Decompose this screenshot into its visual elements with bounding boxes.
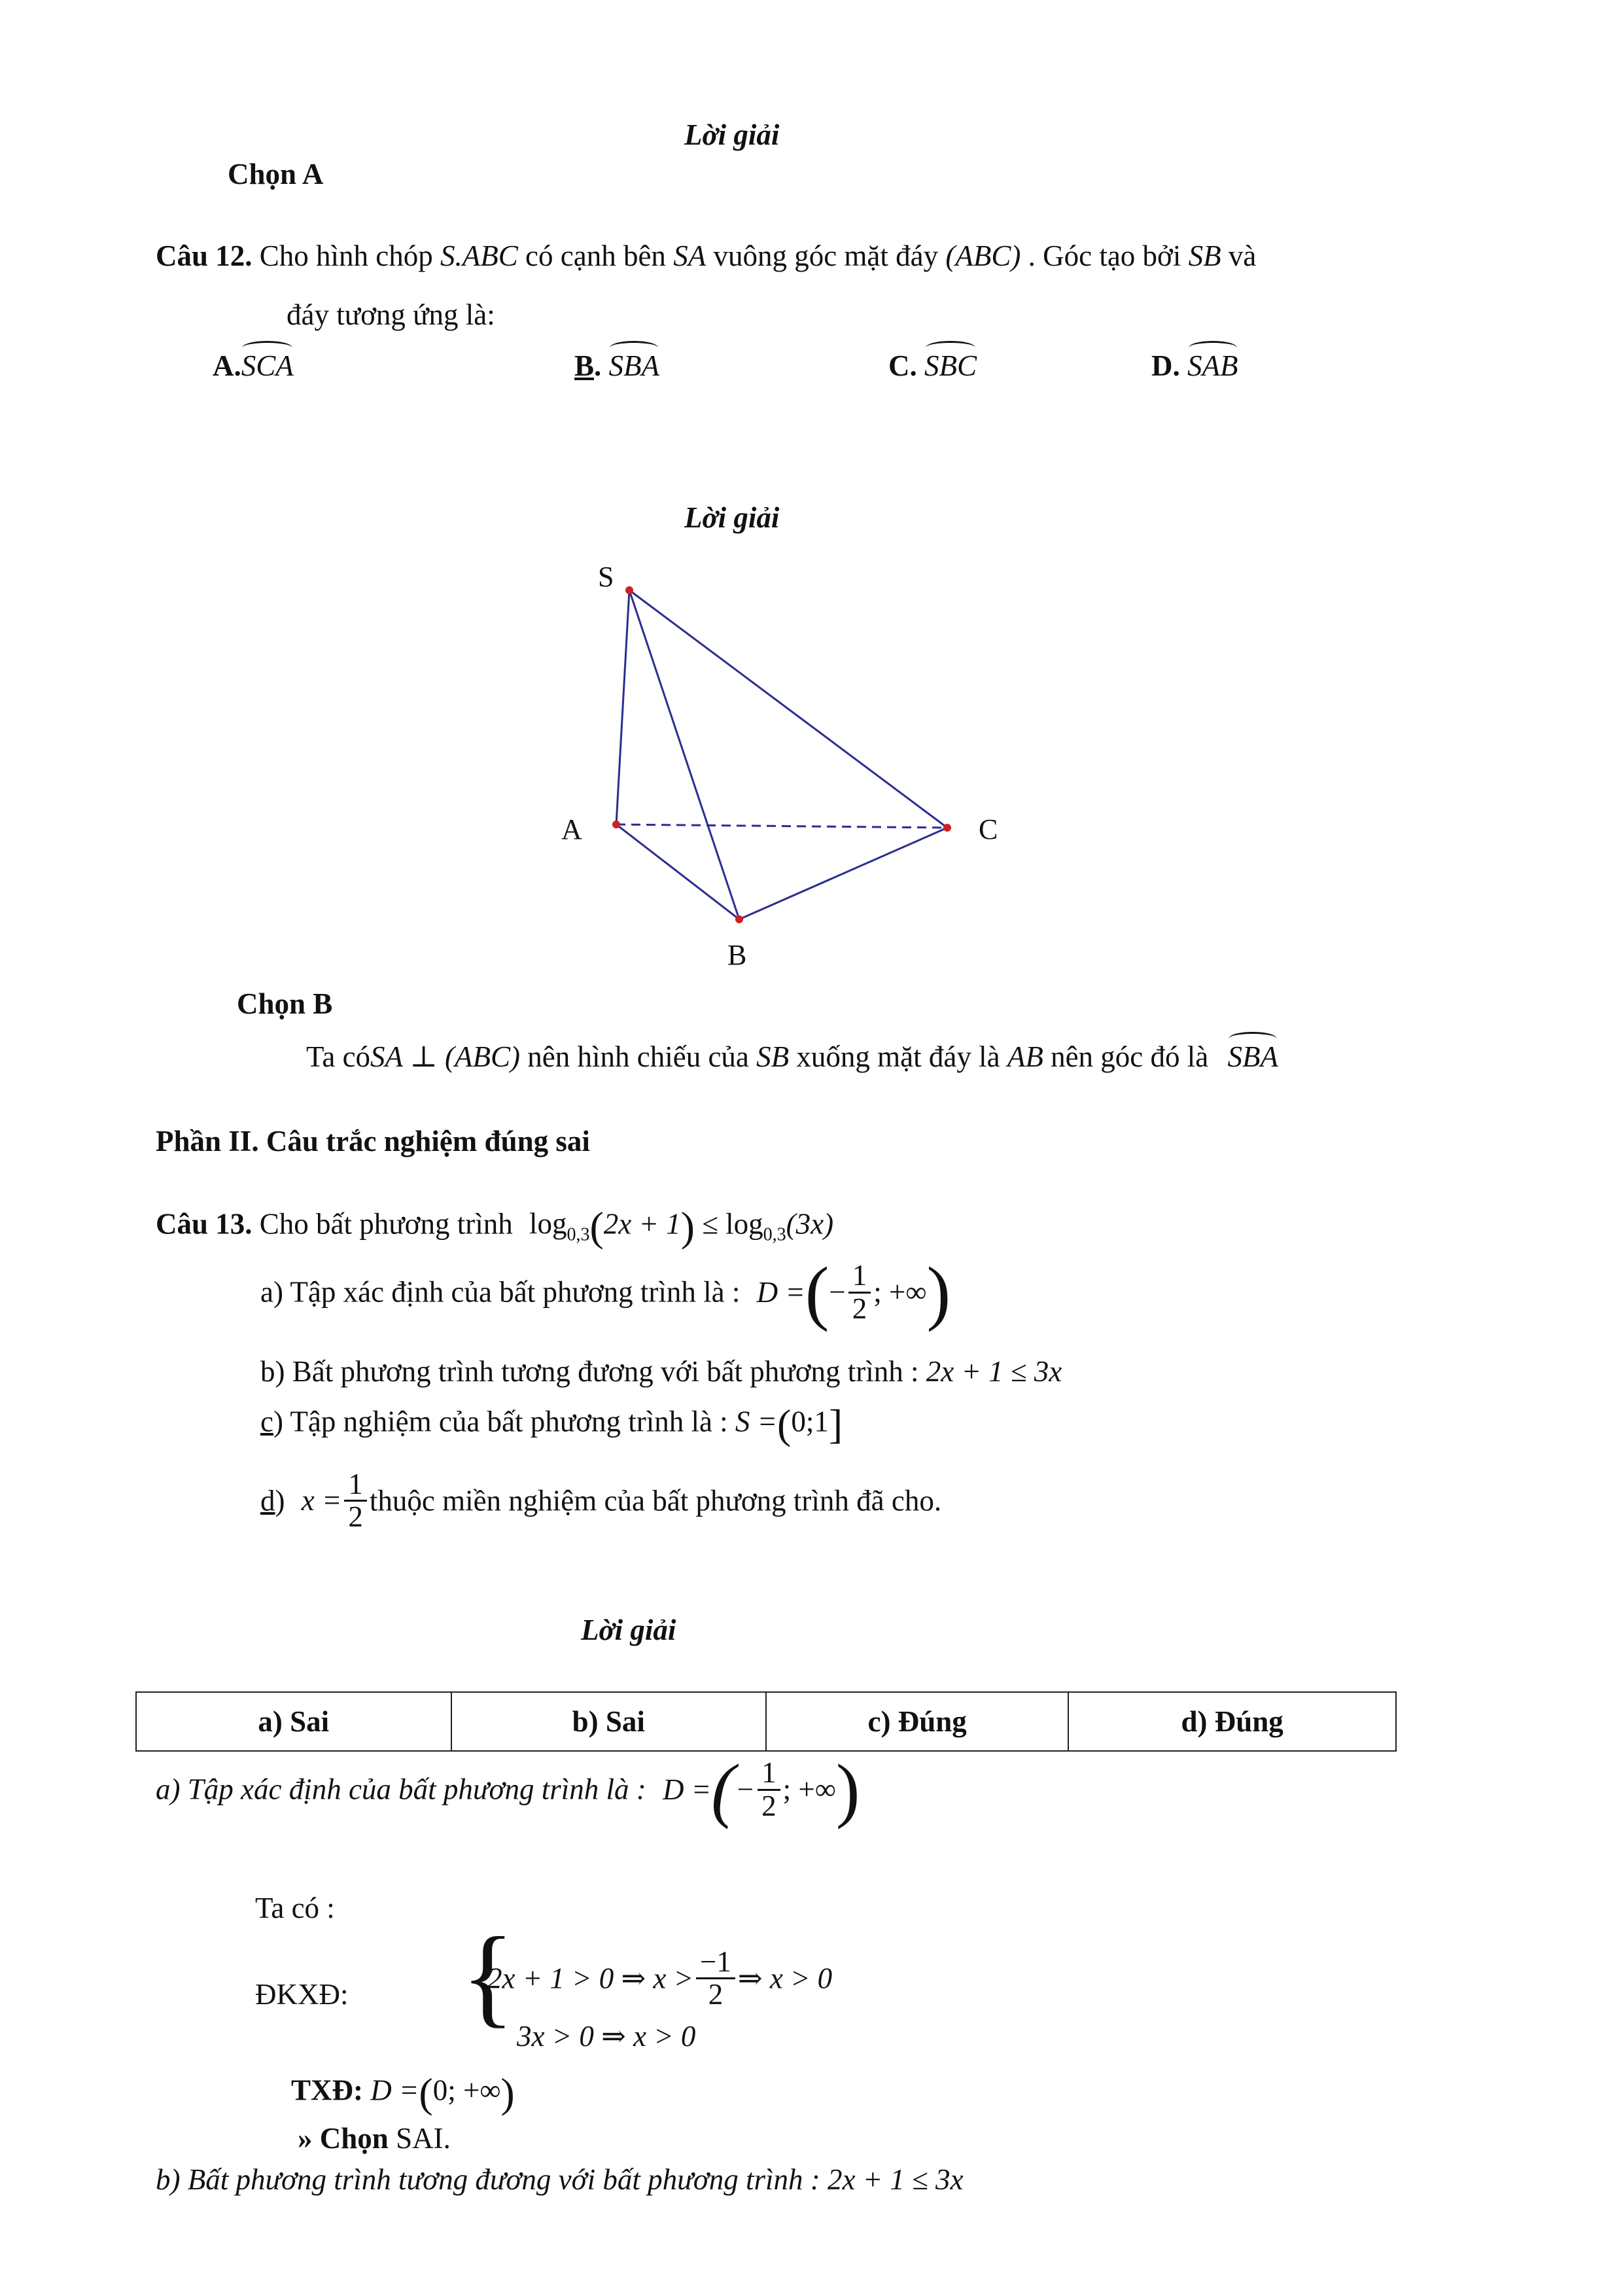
math-leq: ≤ — [702, 1207, 718, 1241]
option-c — [888, 349, 977, 383]
option-key: B — [574, 349, 595, 382]
expl-math: SA ⊥ (ABC) — [370, 1040, 521, 1073]
statement-text: ) Tập nghiệm của bất phương trình là : — [273, 1405, 728, 1438]
conclusion-bold: Chọn — [319, 2122, 389, 2155]
part-2-heading: Phần II. Câu trắc nghiệm đúng sai — [156, 1125, 590, 1157]
frac-den: 2 — [852, 1292, 867, 1325]
option-dot: . — [1172, 349, 1180, 382]
conclusion-text: SAI. — [388, 2122, 451, 2155]
txd-line: TXĐ: D =(0; +∞) — [291, 2070, 515, 2116]
math-x: x = — [301, 1484, 342, 1517]
pyramid-figure — [536, 550, 1060, 995]
expl-text: xuống mặt đáy là — [796, 1040, 1000, 1073]
txd-label: TXĐ: — [291, 2074, 363, 2107]
math-minus: − — [829, 1275, 846, 1309]
answer-table — [135, 1691, 1397, 1752]
frac-num: 1 — [758, 1757, 780, 1790]
point-c — [943, 824, 951, 832]
solution-heading-12: Lời giải — [684, 501, 780, 534]
statement-c: c) Tập nghiệm của bất phương trình là : S =(0;1] — [260, 1401, 843, 1447]
statement-a: a) Tập xác định của bất phương trình là : D =(− $\frac{1}{2}$ ; +∞) — [260, 1252, 951, 1332]
conclusion-a — [298, 2121, 451, 2155]
option-dot: . — [594, 349, 602, 382]
frac-den: 2 — [708, 1978, 724, 2011]
ta-co: Ta có : — [255, 1892, 335, 1924]
statement-key: c — [260, 1405, 273, 1438]
solution-a: a) Tập xác định của bất phương trình là : D =(− $\frac{1}{2}$ ; +∞) — [156, 1750, 860, 1829]
solution-math: 2x + 1 ≤ 3x — [827, 2163, 964, 2196]
label-b: B — [727, 939, 747, 971]
choose-answer-11: Chọn A — [228, 158, 324, 190]
expl-text: nên hình chiếu của — [527, 1040, 749, 1073]
question-text: và — [1228, 239, 1257, 272]
point-a — [612, 821, 620, 828]
expl-text: Ta có — [306, 1040, 371, 1073]
answer-cell: b) Sai — [451, 1692, 767, 1751]
point-b — [735, 915, 743, 923]
solution-heading-13: Lời giải — [581, 1614, 676, 1646]
edge-sa — [616, 590, 629, 824]
table-row — [136, 1692, 1396, 1751]
solution-text: a) Tập xác định của bất phương trình là : — [156, 1773, 646, 1806]
frac-num: −1 — [696, 1947, 735, 1979]
frac-den: 2 — [761, 1789, 777, 1822]
statement-paren: ) — [275, 1484, 285, 1517]
math-line: SB — [1188, 239, 1221, 272]
question-text: vuông góc mặt đáy — [713, 239, 939, 272]
math-edge: SA — [673, 239, 707, 272]
option-b — [574, 349, 659, 383]
option-angle: SBC — [924, 349, 977, 382]
option-angle: SAB — [1187, 349, 1238, 382]
option-a — [213, 349, 294, 383]
question-text: Cho bất phương trình — [259, 1207, 513, 1241]
choose-answer-12: Chọn B — [237, 987, 333, 1020]
solution-heading-11: Lời giải — [684, 118, 780, 151]
question-text: Cho hình chóp — [259, 239, 433, 272]
question-label: Câu 12. — [156, 239, 253, 272]
question-label: Câu 13. — [156, 1207, 253, 1241]
system-line-2: 3x > 0 ⇒ x > 0 — [517, 2020, 696, 2053]
option-angle: SCA — [241, 349, 294, 382]
expl-angle: SBA — [1227, 1040, 1278, 1073]
statement-d — [260, 1469, 941, 1533]
system-line-1 — [487, 1947, 832, 2011]
edge-sb — [629, 590, 739, 919]
statement-text: thuộc miền nghiệm của bất phương trình đã cho. — [369, 1484, 942, 1517]
expl-math: AB — [1007, 1040, 1043, 1073]
system-math: ⇒ x > 0 — [737, 1962, 833, 1995]
system-math: 2x + 1 > 0 ⇒ x > — [487, 1962, 693, 1995]
math-interval: 0;1 — [791, 1405, 829, 1438]
math-S: S = — [735, 1405, 778, 1438]
frac-num: 1 — [848, 1260, 871, 1293]
system-brace: { — [461, 1915, 515, 2038]
math-minus: − — [735, 1773, 756, 1806]
option-key: A. — [213, 349, 241, 382]
math-pyramid: S.ABC — [440, 239, 518, 272]
answer-cell: c) Đúng — [766, 1692, 1068, 1751]
option-angle: SBA — [608, 349, 659, 382]
answer-cell: d) Đúng — [1068, 1692, 1396, 1751]
math-log: log — [725, 1207, 763, 1241]
edge-ac-hidden — [616, 824, 947, 828]
label-s: S — [598, 561, 614, 593]
option-d — [1151, 349, 1238, 383]
question-12-line1 — [156, 239, 1256, 273]
statement-b — [260, 1354, 1062, 1388]
math-D: D = — [663, 1773, 712, 1806]
solution-b — [156, 2163, 964, 2197]
label-c: C — [979, 813, 998, 845]
point-s — [625, 586, 633, 594]
math-D: D = — [756, 1275, 805, 1309]
edge-sc — [629, 590, 947, 828]
expl-text: nên góc đó là — [1051, 1040, 1209, 1073]
math-arg2: (3x) — [786, 1207, 834, 1241]
edge-bc — [739, 828, 947, 919]
frac-num: 1 — [344, 1469, 367, 1502]
math-base: 0,3 — [763, 1224, 786, 1245]
math-D: D = — [370, 2074, 419, 2107]
frac-den: 2 — [348, 1500, 363, 1534]
statement-key: d — [260, 1484, 275, 1517]
option-key: C — [888, 349, 910, 382]
edge-ab — [616, 824, 739, 919]
solution-text: b) Bất phương trình tương đương với bất phương trình : — [156, 2163, 820, 2196]
question-text: . Góc tạo bởi — [1028, 239, 1181, 272]
answer-cell: a) Sai — [136, 1692, 451, 1751]
option-dot: . — [909, 349, 917, 382]
math-inf: ; +∞ — [873, 1275, 927, 1309]
question-12-line2: đáy tương ứng là: — [287, 298, 495, 331]
math-arg1: 2x + 1 — [603, 1207, 681, 1241]
math-interval: 0; +∞ — [432, 2074, 501, 2107]
statement-math: 2x + 1 ≤ 3x — [926, 1355, 1062, 1388]
math-plane: (ABC) — [945, 239, 1021, 272]
math-base: 0,3 — [567, 1224, 590, 1245]
expl-math: SB — [756, 1040, 790, 1073]
question-13-line: Câu 13. Cho bất phương trình $\log_{0,3}(2x + 1) \le \log_{0,3}(3x)$ — [156, 1203, 834, 1250]
explanation-12 — [306, 1039, 1278, 1074]
statement-text: b) Bất phương trình tương đương với bất phương trình : — [260, 1355, 919, 1388]
math-log: log — [529, 1207, 567, 1241]
math-inf: ; +∞ — [782, 1773, 836, 1806]
label-a: A — [561, 813, 582, 845]
option-key: D — [1151, 349, 1173, 382]
question-text: có cạnh bên — [525, 239, 666, 272]
conclusion-mark: » — [298, 2122, 320, 2155]
statement-text: a) Tập xác định của bất phương trình là : — [260, 1275, 741, 1309]
dkxd-label: ĐKXĐ: — [255, 1978, 349, 2011]
